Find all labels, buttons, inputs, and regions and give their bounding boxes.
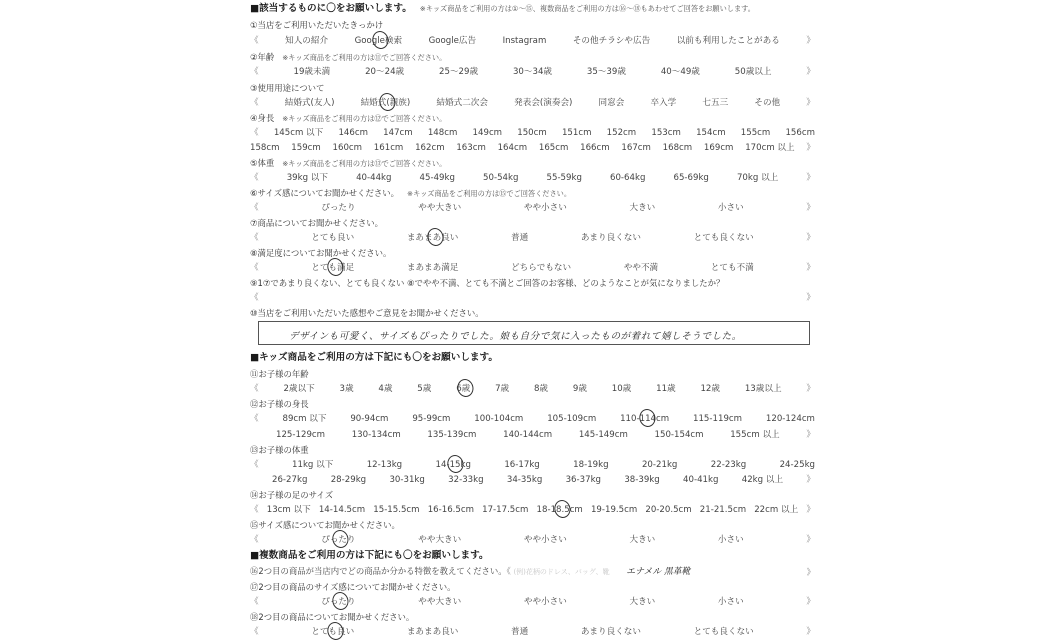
bracket-close: 》 — [806, 430, 815, 440]
q16-label: ⑯2つ目の商品が当店内でどの商品か分かる特徴を教えてください。 — [250, 566, 507, 576]
bracket-close: 》 — [806, 36, 815, 46]
bracket-close: 》 — [806, 535, 815, 545]
q11-option-selected[interactable]: 6歳 — [456, 384, 471, 394]
bracket-open: 《 — [250, 98, 259, 108]
q12-option[interactable]: 145-149cm — [578, 430, 628, 440]
q3-option[interactable]: 結婚式二次会 — [436, 98, 488, 108]
q12-option-selected[interactable]: 110-114cm — [620, 414, 670, 424]
kids-section-title — [250, 352, 815, 363]
form-header — [250, 3, 815, 14]
bracket-open: 《 — [250, 36, 259, 46]
q7-option[interactable]: とても良い — [311, 233, 355, 243]
q4-option[interactable]: 154cm — [696, 128, 726, 138]
q6-option[interactable]: やや大きい — [418, 203, 462, 213]
kids-section-title-text: ■キッズ商品をご利用の方は下記にも〇をお願いします。 — [250, 352, 498, 363]
q13-option[interactable]: 20-21kg — [641, 460, 678, 470]
bracket-close: 》 — [806, 384, 815, 394]
q1-option[interactable]: Google広告 — [428, 36, 477, 46]
q5-option[interactable]: 70kg 以上 — [736, 173, 779, 183]
q4-option[interactable]: 168cm — [662, 143, 693, 153]
q10-handwritten-answer: デザインも可愛く、サイズもぴったりでした。娘も自分で気に入ったものが着れて嬉しそうでした。 — [289, 331, 742, 342]
q4-option[interactable]: 149cm — [472, 128, 503, 138]
q2-option[interactable]: 30〜34歳 — [512, 67, 553, 77]
q13-option[interactable]: 24-25kg — [779, 460, 815, 470]
q14-option[interactable]: 21-21.5cm — [699, 505, 747, 515]
q7-option[interactable]: とても良くない — [693, 233, 754, 243]
q4-option[interactable]: 150cm — [517, 128, 547, 138]
q2-note: ※キッズ商品をご利用の方は⑪でご回答ください。 — [282, 53, 447, 62]
q14-option[interactable]: 15-15.5cm — [373, 505, 420, 515]
q1-option[interactable]: 以前も利用したことがある — [676, 36, 780, 46]
q4-option[interactable]: 164cm — [497, 143, 528, 153]
q12-option[interactable]: 120-124cm — [765, 414, 815, 424]
q5-option[interactable]: 45-49kg — [419, 173, 455, 183]
bracket-open: 《 — [250, 627, 259, 637]
q9-label-text: ⑨1⑦であまり良くない、とても良くない ⑧でやや不満、とても不満とご回答のお客様、どのようなことが気になりましたか？ — [250, 278, 725, 288]
q17-options — [250, 597, 815, 608]
q3-label — [250, 83, 815, 94]
q13-option[interactable]: 32-33kg — [448, 475, 484, 485]
q17-option[interactable]: やや小さい — [523, 597, 567, 607]
bracket-open: 《 — [250, 233, 259, 243]
q11-option[interactable]: 11歳 — [656, 384, 676, 394]
q12-options-line1 — [250, 414, 815, 425]
q4-option[interactable]: 146cm — [338, 128, 368, 138]
q8-option[interactable]: とても不満 — [710, 263, 754, 273]
bracket-open: 《 — [506, 566, 511, 576]
q13-option[interactable]: 38-39kg — [624, 475, 660, 485]
bracket-close: 》 — [806, 263, 815, 273]
q12-option[interactable]: 135-139cm — [427, 430, 477, 440]
q2-option[interactable]: 40〜49歳 — [660, 67, 700, 77]
q4-option[interactable]: 161cm — [373, 143, 404, 153]
q13-option[interactable]: 36-37kg — [565, 475, 601, 485]
q11-options — [250, 384, 815, 395]
q4-options-line2 — [250, 143, 815, 154]
q12-options-line2 — [250, 430, 815, 441]
multi-section-title-text: ■複数商品をご利用の方は下記にも〇をお願いします。 — [250, 550, 489, 561]
bracket-close: 》 — [806, 173, 815, 183]
q3-label-text: ③使用用途について — [250, 83, 325, 93]
bracket-open: 《 — [250, 203, 259, 213]
q8-option[interactable]: どちらでもない — [511, 263, 572, 273]
q11-option[interactable]: 9歳 — [572, 384, 587, 394]
bracket-close: 》 — [806, 233, 815, 243]
q12-option[interactable]: 140-144cm — [503, 430, 553, 440]
bracket-open: 《 — [250, 128, 259, 138]
q9-answer-field[interactable] — [250, 293, 815, 304]
q8-option[interactable]: まあまあ満足 — [406, 263, 459, 273]
q6-option[interactable]: 小さい — [717, 203, 744, 213]
q5-options — [250, 173, 815, 184]
q7-option[interactable]: 普通 — [511, 233, 529, 243]
q13-option[interactable]: 11kg 以下 — [292, 460, 334, 470]
q1-label-text: ①当店をご利用いただいたきっかけ — [250, 20, 384, 30]
q6-option[interactable]: 大きい — [629, 203, 656, 213]
q4-option[interactable]: 162cm — [415, 143, 445, 153]
q12-label — [250, 399, 815, 410]
q4-label — [250, 113, 815, 124]
bracket-open: 《 — [250, 384, 259, 394]
bracket-open: 《 — [250, 414, 259, 424]
q18-options — [250, 627, 815, 638]
bracket-open: 《 — [250, 173, 259, 183]
bracket-close: 》 — [806, 597, 815, 607]
q5-label — [250, 158, 815, 169]
q6-option[interactable]: やや小さい — [523, 203, 567, 213]
q14-option-selected[interactable]: 18-18.5cm — [536, 505, 583, 515]
bracket-close: 》 — [806, 505, 815, 515]
q14-option[interactable]: 17-17.5cm — [482, 505, 529, 515]
q4-option[interactable]: 160cm — [332, 143, 363, 153]
q7-options — [250, 233, 815, 244]
q13-label-text: ⑬お子様の体重 — [250, 445, 309, 455]
q8-label-text: ⑧満足度についてお聞かせください。 — [250, 248, 392, 258]
q4-option[interactable]: 167cm — [621, 143, 651, 153]
q8-option-selected[interactable]: とても満足 — [311, 263, 355, 273]
q13-label — [250, 445, 815, 456]
form-note: ※キッズ商品をご利用の方は①〜⑮、複数商品をご利用の方は⑯〜⑱もあわせてご回答をお願いします。 — [419, 4, 755, 13]
q13-option[interactable]: 28-29kg — [330, 475, 367, 485]
q17-option[interactable]: 大きい — [629, 597, 656, 607]
bracket-close: 》 — [806, 203, 815, 213]
q11-option[interactable]: 3歳 — [339, 384, 354, 394]
q5-note: ※キッズ商品をご利用の方は⑬でご回答ください。 — [282, 159, 447, 168]
bracket-close: 》 — [806, 566, 815, 577]
q8-option[interactable]: やや不満 — [623, 263, 659, 273]
q11-option[interactable]: 8歳 — [533, 384, 549, 394]
q14-option[interactable]: 19-19.5cm — [590, 505, 638, 515]
bracket-close: 》 — [806, 475, 815, 485]
q13-option-selected[interactable]: 14-15kg — [435, 460, 471, 470]
q15-options — [250, 535, 815, 546]
bracket-close: 》 — [806, 98, 815, 108]
q13-option[interactable]: 12-13kg — [366, 460, 403, 470]
q4-option[interactable]: 151cm — [561, 128, 592, 138]
q5-option[interactable]: 39kg 以下 — [286, 173, 328, 183]
q12-option[interactable]: 115-119cm — [693, 414, 743, 424]
q18-option[interactable]: とても良くない — [693, 627, 754, 637]
q6-option[interactable]: ぴったり — [321, 203, 356, 213]
q12-option[interactable]: 100-104cm — [474, 414, 524, 424]
q4-note: ※キッズ商品をご利用の方は⑫でご回答ください。 — [282, 114, 447, 123]
q4-options-line1 — [250, 128, 815, 139]
q4-label-text: ④身長 — [250, 113, 275, 123]
q12-option[interactable]: 125-129cm — [276, 430, 326, 440]
q15-option[interactable]: やや大きい — [418, 535, 462, 545]
q8-options — [250, 263, 815, 274]
q4-option[interactable]: 159cm — [291, 143, 321, 153]
q4-option[interactable]: 155cm — [740, 128, 771, 138]
q17-option-selected[interactable]: ぴったり — [321, 597, 356, 607]
bracket-open: 《 — [250, 67, 259, 77]
bracket-close: 》 — [806, 67, 815, 77]
q14-options — [250, 505, 815, 516]
q17-option[interactable]: 小さい — [717, 597, 744, 607]
q13-option[interactable]: 40-41kg — [683, 475, 719, 485]
q18-label-text: ⑱2つ目の商品についてお聞かせください。 — [250, 612, 415, 622]
q12-option[interactable]: 130-134cm — [351, 430, 401, 440]
q14-label — [250, 490, 815, 501]
q4-option[interactable]: 165cm — [538, 143, 569, 153]
q13-option[interactable]: 26-27kg — [272, 475, 308, 485]
q14-option[interactable]: 16-16.5cm — [427, 505, 474, 515]
q17-option[interactable]: やや大きい — [418, 597, 462, 607]
q7-option[interactable]: あまり良くない — [580, 233, 641, 243]
q2-options — [250, 67, 815, 78]
q5-option[interactable]: 55-59kg — [546, 173, 582, 183]
q12-option[interactable]: 89cm 以下 — [282, 414, 327, 424]
q7-option-selected[interactable]: まあまあ良い — [406, 233, 459, 243]
q6-label-text: ⑥サイズ感についてお聞かせください。 — [250, 188, 400, 198]
q18-option[interactable]: あまり良くない — [580, 627, 641, 637]
q4-option[interactable]: 163cm — [456, 143, 486, 153]
q14-option[interactable]: 14-14.5cm — [318, 505, 366, 515]
q15-option[interactable]: 小さい — [717, 535, 744, 545]
q11-option[interactable]: 12歳 — [700, 384, 720, 394]
q18-option-selected[interactable]: とても良い — [311, 627, 355, 637]
q11-option[interactable]: 10歳 — [611, 384, 632, 394]
q3-option[interactable]: その他 — [754, 98, 781, 108]
q4-option[interactable]: 152cm — [606, 128, 637, 138]
q11-option[interactable]: 4歳 — [378, 384, 393, 394]
q10-label — [250, 308, 815, 319]
q15-option[interactable]: やや小さい — [523, 535, 567, 545]
q10-comment-box[interactable] — [258, 321, 810, 345]
q4-option[interactable]: 166cm — [580, 143, 610, 153]
q4-option[interactable]: 145cm 以下 — [273, 128, 324, 138]
q11-option[interactable]: 5歳 — [417, 384, 432, 394]
q6-options — [250, 203, 815, 214]
q13-option[interactable]: 42kg 以上 — [741, 475, 784, 485]
q13-option[interactable]: 30-31kg — [389, 475, 425, 485]
q14-option[interactable]: 20-20.5cm — [645, 505, 692, 515]
q2-option[interactable]: 20〜24歳 — [365, 67, 405, 77]
q15-label — [250, 520, 815, 531]
q12-option[interactable]: 105-109cm — [547, 414, 597, 424]
q4-option[interactable]: 170cm 以上 — [745, 143, 795, 153]
q3-option-selected[interactable]: 結婚式(親族) — [360, 98, 411, 108]
q4-option[interactable]: 156cm — [785, 128, 815, 138]
q16-row — [250, 566, 815, 578]
q15-label-text: ⑮サイズ感についてお聞かせください。 — [250, 520, 400, 530]
q4-option[interactable]: 148cm — [427, 128, 458, 138]
q4-option[interactable]: 153cm — [651, 128, 681, 138]
q2-option[interactable]: 25〜29歳 — [439, 67, 479, 77]
q3-option[interactable]: 七五三 — [702, 98, 729, 108]
bracket-open: 《 — [250, 597, 259, 607]
q3-option[interactable]: 結婚式(友人) — [284, 98, 335, 108]
q5-label-text: ⑤体重 — [250, 158, 275, 168]
q2-label — [250, 52, 815, 63]
bracket-close: 》 — [806, 143, 815, 153]
q2-label-text: ②年齢 — [250, 52, 275, 62]
q4-option[interactable]: 158cm — [250, 143, 280, 153]
q1-option[interactable]: Instagram — [502, 36, 547, 46]
q12-option[interactable]: 95-99cm — [412, 414, 451, 424]
q13-option[interactable]: 16-17kg — [504, 460, 540, 470]
q2-option[interactable]: 50歳以上 — [734, 67, 772, 77]
bracket-open: 《 — [250, 460, 259, 470]
q3-option[interactable]: 卒入学 — [650, 98, 677, 108]
q1-option[interactable]: 知人の紹介 — [285, 36, 329, 46]
q13-options-line1 — [250, 460, 815, 471]
q5-option[interactable]: 65-69kg — [673, 173, 709, 183]
q14-label-text: ⑭お子様の足のサイズ — [250, 490, 334, 500]
q5-option[interactable]: 50-54kg — [483, 173, 519, 183]
bracket-close: 》 — [806, 293, 815, 303]
bracket-open: 《 — [250, 535, 259, 545]
q15-option-selected[interactable]: ぴったり — [321, 535, 356, 545]
q16-placeholder: (例)花柄のドレス、バッグ、靴 — [513, 568, 610, 576]
q18-option[interactable]: まあまあ良い — [406, 627, 459, 637]
q12-option[interactable]: 155cm 以上 — [730, 430, 780, 440]
q3-option[interactable]: 同窓会 — [598, 98, 625, 108]
q1-options — [250, 36, 815, 47]
q17-label — [250, 582, 815, 593]
q7-label-text: ⑦商品についてお聞かせください。 — [250, 218, 383, 228]
bracket-close: 》 — [806, 627, 815, 637]
bracket-open: 《 — [250, 505, 259, 515]
q10-label-text: ⑩当店をご利用いただいた感想やご意見をお聞かせください。 — [250, 308, 484, 318]
q12-label-text: ⑫お子様の身長 — [250, 399, 309, 409]
q3-option[interactable]: 発表会(演奏会) — [514, 98, 573, 108]
q14-option[interactable]: 22cm 以上 — [754, 505, 799, 515]
q12-option[interactable]: 90-94cm — [350, 414, 389, 424]
q17-label-text: ⑰2つ目の商品のサイズ感についてお聞かせください。 — [250, 582, 456, 592]
q11-option[interactable]: 13歳以上 — [744, 384, 782, 394]
q7-label — [250, 218, 815, 229]
q18-option[interactable]: 普通 — [511, 627, 529, 637]
q5-option[interactable]: 60-64kg — [610, 173, 646, 183]
q11-option[interactable]: 2歳以下 — [283, 384, 315, 394]
q3-options — [250, 98, 815, 109]
q16-handwritten-answer[interactable]: エナメル 黒革靴 — [626, 567, 691, 577]
q6-note: ※キッズ商品をご利用の方は⑮でご回答ください。 — [407, 189, 572, 198]
q1-label — [250, 20, 815, 31]
q11-option[interactable]: 7歳 — [495, 384, 510, 394]
bracket-open: 《 — [250, 263, 259, 273]
q2-option[interactable]: 35〜39歳 — [586, 67, 626, 77]
q12-option[interactable]: 150-154cm — [654, 430, 704, 440]
q4-option[interactable]: 169cm — [703, 143, 734, 153]
q1-option-selected[interactable]: Google検索 — [354, 36, 403, 46]
q14-option[interactable]: 13cm 以下 — [266, 505, 311, 515]
multi-section-title — [250, 550, 815, 561]
q11-label — [250, 369, 815, 380]
q5-option[interactable]: 40-44kg — [356, 173, 392, 183]
q11-label-text: ⑪お子様の年齢 — [250, 369, 309, 379]
q13-option[interactable]: 22-23kg — [710, 460, 747, 470]
q2-option[interactable]: 19歳未満 — [293, 67, 331, 77]
q13-option[interactable]: 34-35kg — [506, 475, 543, 485]
q6-label — [250, 188, 815, 199]
q15-option[interactable]: 大きい — [629, 535, 656, 545]
q13-options-line2 — [250, 475, 815, 486]
q9-label — [250, 278, 815, 289]
q13-option[interactable]: 18-19kg — [573, 460, 609, 470]
bracket-open: 《 — [250, 293, 259, 303]
q4-option[interactable]: 147cm — [383, 128, 413, 138]
q1-option[interactable]: その他チラシや広告 — [572, 36, 651, 46]
survey-form — [250, 0, 815, 640]
form-title: ■該当するものに〇をお願いします。 — [250, 3, 412, 14]
